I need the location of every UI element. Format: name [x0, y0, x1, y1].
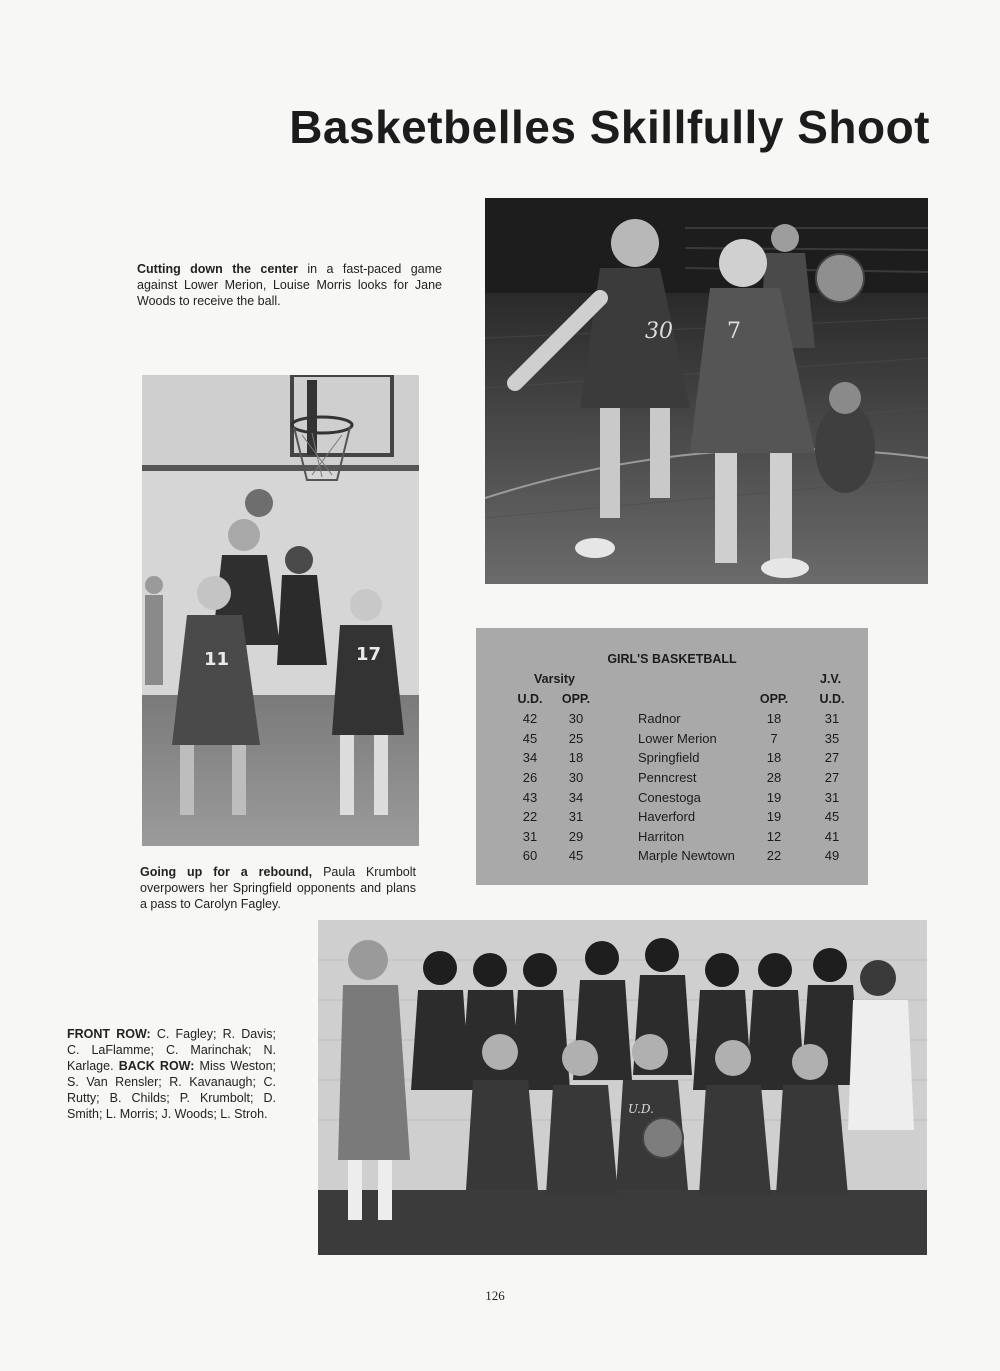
caption-back-lead: BACK ROW:	[118, 1059, 195, 1073]
header-varsity-opp: OPP.	[561, 692, 591, 706]
jv-opp-score: 28	[766, 770, 782, 785]
opponent-name: Penncrest	[638, 770, 697, 785]
jersey-number-17: 17	[356, 644, 382, 665]
varsity-ud-score: 34	[522, 750, 538, 765]
opponent-name: Marple Newtown	[638, 848, 735, 863]
caption-front-text: C. Fagley; R. Davis; C. LaFlamme; C. Marinchak; N. Karlage.	[67, 1027, 276, 1073]
photo-action-game	[485, 198, 928, 584]
jv-ud-score: 27	[824, 770, 840, 785]
varsity-opp-score: 25	[568, 731, 584, 746]
varsity-label: Varsity	[534, 672, 576, 686]
varsity-opp-score: 29	[568, 829, 584, 844]
varsity-ud-score: 43	[522, 790, 538, 805]
header-jv-opp: OPP.	[759, 692, 789, 706]
jv-opp-score: 22	[766, 848, 782, 863]
caption-lead: Going up for a rebound,	[140, 865, 313, 879]
caption-back-text: Miss Weston; S. Van Rensler; R. Kavanaugh; C. Rutty; B. Childs; P. Krumbolt; D. Smith; L. Morris; J. Woods; L. Stroh.	[67, 1059, 276, 1121]
varsity-opp-score: 18	[568, 750, 584, 765]
opponent-name: Radnor	[638, 711, 681, 726]
jv-ud-score: 31	[824, 711, 840, 726]
jv-label: J.V.	[820, 672, 842, 686]
varsity-ud-score: 22	[522, 809, 538, 824]
varsity-ud-score: 31	[522, 829, 538, 844]
uniform-letters: U.D.	[628, 1102, 654, 1116]
jv-opp-score: 19	[766, 790, 782, 805]
photo-team-group	[318, 920, 927, 1255]
jv-ud-score: 41	[824, 829, 840, 844]
opponent-name: Harriton	[638, 829, 685, 844]
jv-ud-score: 27	[824, 750, 840, 765]
header-varsity-ud: U.D.	[517, 692, 543, 706]
varsity-opp-score: 31	[568, 809, 584, 824]
caption-lead: Cutting down the center	[137, 262, 298, 276]
caption-rebound	[140, 864, 416, 912]
caption-text: Paula Krumbolt overpowers her Springfield opponents and plans a pass to Carolyn Fagley.	[140, 865, 416, 911]
opponent-name: Lower Merion	[638, 731, 717, 746]
photo-rebound	[142, 375, 419, 846]
caption-front-lead: FRONT ROW:	[67, 1027, 151, 1041]
jv-ud-score: 31	[824, 790, 840, 805]
jv-opp-score: 19	[766, 809, 782, 824]
varsity-opp-score: 30	[568, 770, 584, 785]
jersey-number-30: 30	[645, 319, 673, 344]
jv-opp-score: 12	[766, 829, 782, 844]
header-jv-ud: U.D.	[819, 692, 845, 706]
caption-team-roster	[67, 1026, 276, 1122]
scoreboard-table	[476, 628, 868, 885]
jv-opp-score: 18	[766, 750, 782, 765]
opponent-name: Haverford	[638, 809, 696, 824]
page-title: Basketbelles Skillfully Shoot	[289, 101, 930, 153]
varsity-ud-score: 42	[522, 711, 538, 726]
varsity-opp-score: 30	[568, 711, 584, 726]
jv-opp-score: 18	[766, 711, 782, 726]
jv-ud-score: 49	[824, 848, 840, 863]
jersey-number-11: 11	[204, 649, 230, 670]
caption-center-play	[137, 261, 442, 309]
varsity-opp-score: 45	[568, 848, 584, 863]
varsity-ud-score: 45	[522, 731, 538, 746]
scoreboard-title: GIRL'S BASKETBALL	[607, 652, 737, 666]
opponent-name: Springfield	[638, 750, 700, 765]
varsity-opp-score: 34	[568, 790, 584, 805]
opponent-name: Conestoga	[638, 790, 701, 805]
varsity-ud-score: 26	[522, 770, 538, 785]
jv-opp-score: 7	[770, 731, 778, 746]
jv-ud-score: 35	[824, 731, 840, 746]
jv-ud-score: 45	[824, 809, 840, 824]
caption-text: in a fast-paced game against Lower Merion, Louise Morris looks for Jane Woods to receive the ball.	[137, 262, 442, 308]
varsity-ud-score: 60	[522, 848, 538, 863]
page-number: 126	[485, 1288, 505, 1303]
jersey-number-7: 7	[727, 319, 741, 344]
